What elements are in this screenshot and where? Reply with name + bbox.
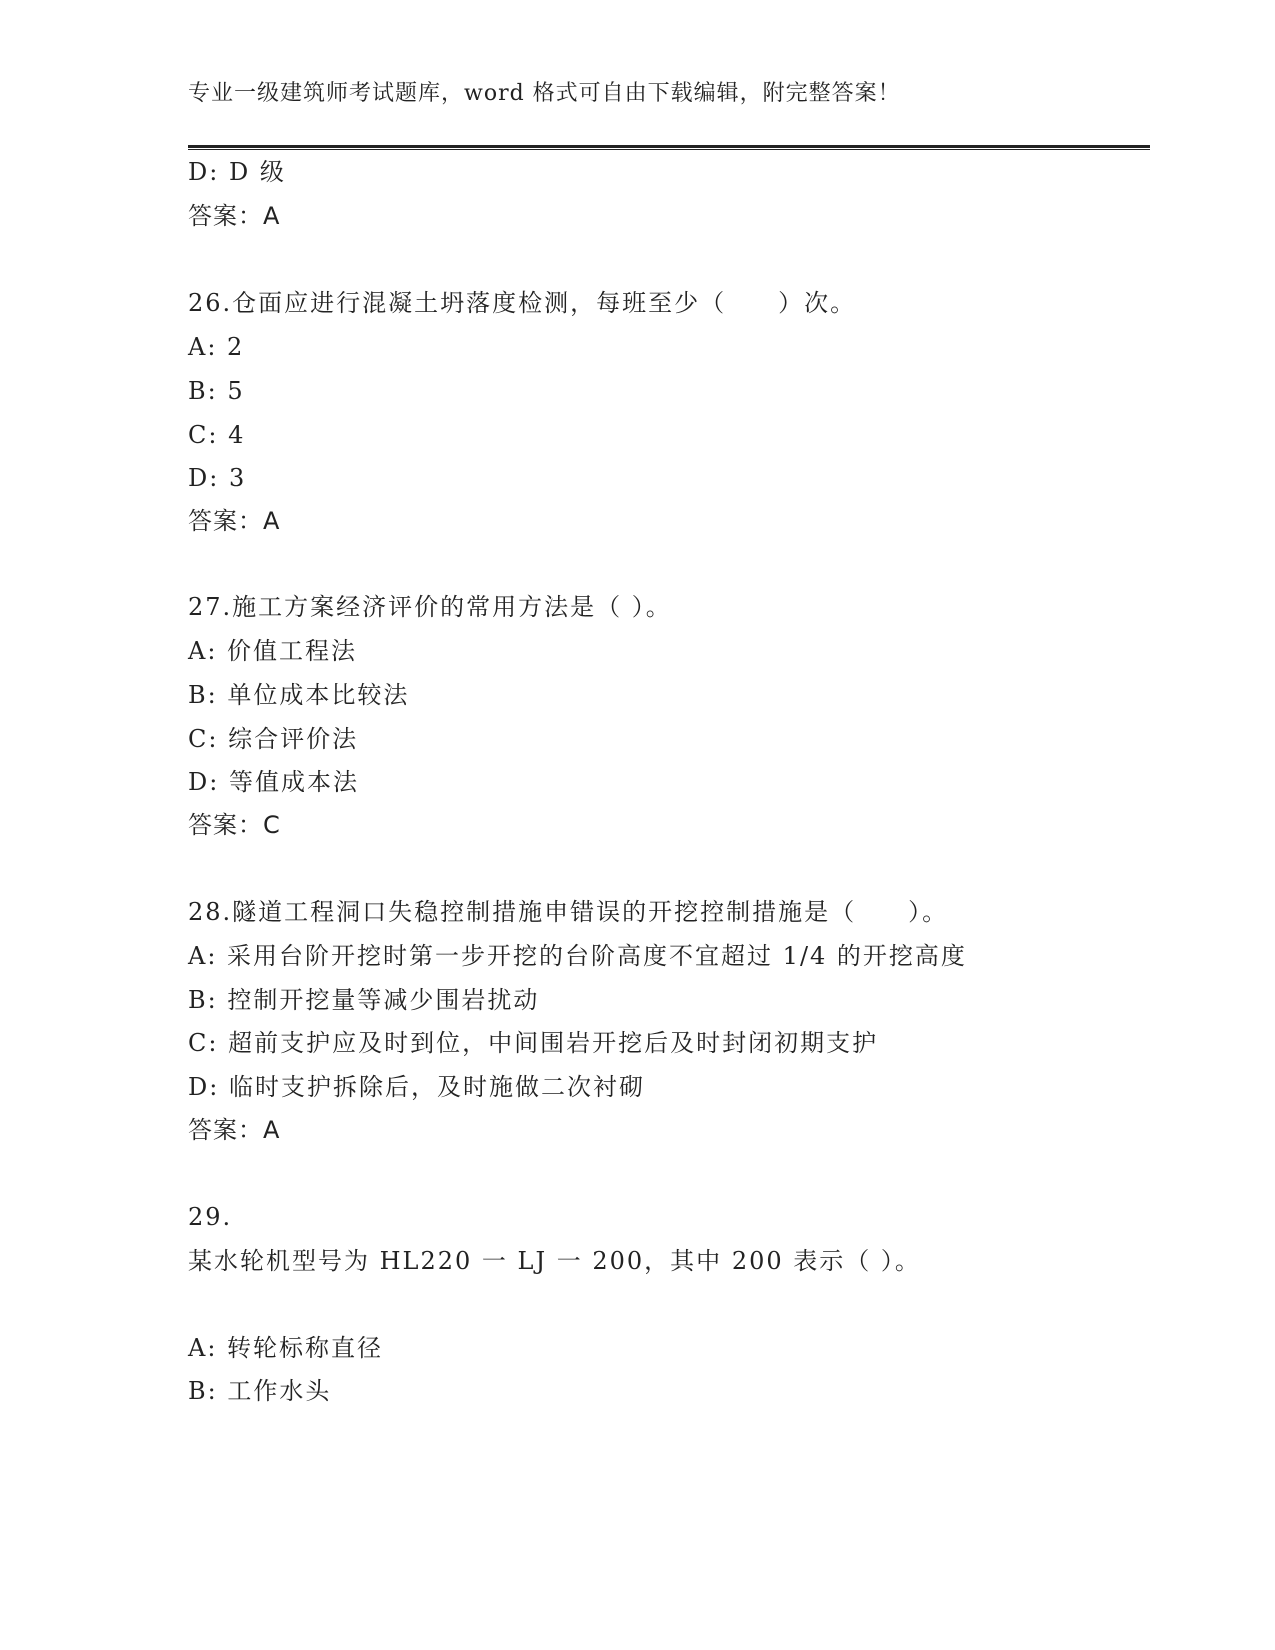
- q29-option-b: B: 工作水头: [188, 1377, 332, 1405]
- page-header: 专业一级建筑师考试题库，word 格式可自由下载编辑，附完整答案！: [188, 81, 901, 106]
- answer-prev: 答案：A: [188, 202, 281, 230]
- question-28: 28.隧道工程洞口失稳控制措施申错误的开挖控制措施是（ ）。: [188, 898, 949, 926]
- q26-option-c: C: 4: [188, 421, 246, 449]
- question-29-number: 29.: [188, 1203, 233, 1231]
- q27-answer: 答案：C: [188, 811, 281, 839]
- header-divider: [188, 145, 1150, 150]
- question-27: 27.施工方案经济评价的常用方法是（ ）。: [188, 593, 672, 621]
- q29-option-a: A: 转轮标称直径: [188, 1334, 384, 1362]
- question-26: 26.仓面应进行混凝土坍落度检测，每班至少（ ）次。: [188, 289, 857, 317]
- q28-answer: 答案：A: [188, 1116, 281, 1144]
- option-d-prev: D: D 级: [188, 158, 286, 186]
- q28-option-d: D: 临时支护拆除后，及时施做二次衬砌: [188, 1073, 645, 1101]
- q27-option-c: C: 综合评价法: [188, 725, 359, 753]
- q28-option-c: C: 超前支护应及时到位，中间围岩开挖后及时封闭初期支护: [188, 1029, 879, 1057]
- q27-option-b: B: 单位成本比较法: [188, 681, 410, 709]
- question-29-text: 某水轮机型号为 HL220 一 LJ 一 200，其中 200 表示（ ）。: [188, 1247, 921, 1275]
- q26-answer: 答案：A: [188, 507, 281, 535]
- q28-option-a: A: 采用台阶开挖时第一步开挖的台阶高度不宜超过 1/4 的开挖高度: [188, 942, 967, 970]
- q28-option-b: B: 控制开挖量等减少围岩扰动: [188, 986, 540, 1014]
- q27-option-d: D: 等值成本法: [188, 768, 359, 796]
- q26-option-b: B: 5: [188, 377, 245, 405]
- q26-option-a: A: 2: [188, 333, 245, 361]
- q27-option-a: A: 价值工程法: [188, 637, 358, 665]
- q26-option-d: D: 3: [188, 464, 247, 492]
